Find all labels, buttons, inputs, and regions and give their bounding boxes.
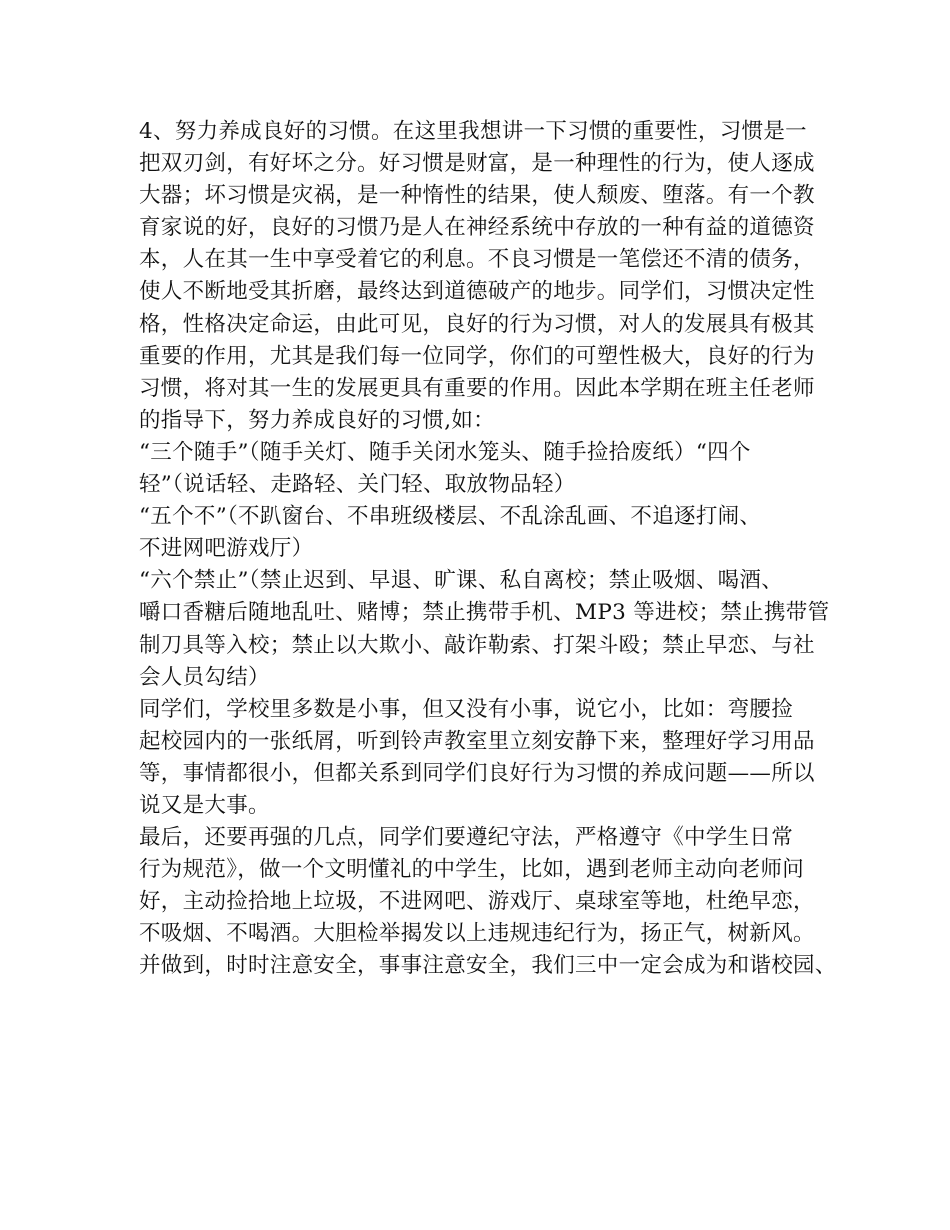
text-line: 4、努力养成良好的习惯。在这里我想讲一下习惯的重要性，习惯是一 [139,119,807,144]
text-line: 等，事情都很小，但都关系到同学们良好行为习惯的养成问题——所以 [139,760,815,786]
text-line: 好，主动捡拾地上垃圾，不进网吧、游戏厅、桌球室等地，杜绝早恋， [139,889,815,915]
text-line: 不吸烟、不喝酒。大胆检举揭发以上违规违纪行为，扬正气，树新风。 [139,921,815,947]
text-line: “六个禁止”（禁止迟到、早退、旷课、私自离校；禁止吸烟、喝酒、 [139,568,784,594]
text-line: 说又是大事。 [139,792,270,818]
text-line: 轻”（说话轻、走路轻、关门轻、取放物品轻） [139,472,576,498]
text-line: 行为规范》，做一个文明懂礼的中学生，比如，遇到老师主动向老师问 [139,857,805,883]
text-line: 习惯，将对其一生的发展更具有重要的作用。因此本学期在班主任老师 [139,375,815,401]
text-line: 大器；坏习惯是灾祸，是一种惰性的结果，使人颓废、堕落。有一个教 [139,183,815,209]
text-line: 嚼口香糖后随地乱吐、赌博；禁止携带手机、MP3 等进校；禁止携带管 [139,600,830,626]
body-text [139,116,839,983]
text-line: “五个不”（不趴窗台、不串班级楼层、不乱涂乱画、不追逐打闹、 [139,504,762,530]
text-line: 把双刃剑，有好坏之分。好习惯是财富，是一种理性的行为，使人逐成 [139,151,815,177]
text-line: “三个随手”（随手关灯、随手关闭水笼头、随手捡拾废纸）“四个 [139,439,751,465]
text-line: 重要的作用，尤其是我们每一位同学，你们的可塑性极大，良好的行为 [139,343,815,369]
text-line: 起校园内的一张纸屑，听到铃声教室里立刻安静下来，整理好学习用品 [139,728,815,754]
text-line: 并做到，时时注意安全，事事注意安全，我们三中一定会成为和谐校园、 [139,953,837,979]
text-line: 最后，还要再强的几点，同学们要遵纪守法，严格遵守《中学生日常 [139,825,794,851]
text-line: 不进网吧游戏厅） [139,536,314,562]
text-line: 本，人在其一生中享受着它的利息。不良习惯是一笔偿还不清的债务， [139,247,815,273]
text-line: 会人员勾结） [139,664,270,690]
text-line: 格，性格决定命运，由此可见，良好的行为习惯，对人的发展具有极其 [139,311,815,337]
text-line: 同学们，学校里多数是小事，但又没有小事，说它小，比如：弯腰捡 [139,696,794,722]
text-line: 育家说的好，良好的习惯乃是人在神经系统中存放的一种有益的道德资 [139,215,815,241]
text-line: 使人不断地受其折磨，最终达到道德破产的地步。同学们，习惯决定性 [139,279,815,305]
text-line: 制刀具等入校；禁止以大欺小、敲诈勒索、打架斗殴；禁止早恋、与社 [139,632,815,658]
text-line: 的指导下，努力养成良好的习惯,如： [139,407,495,433]
